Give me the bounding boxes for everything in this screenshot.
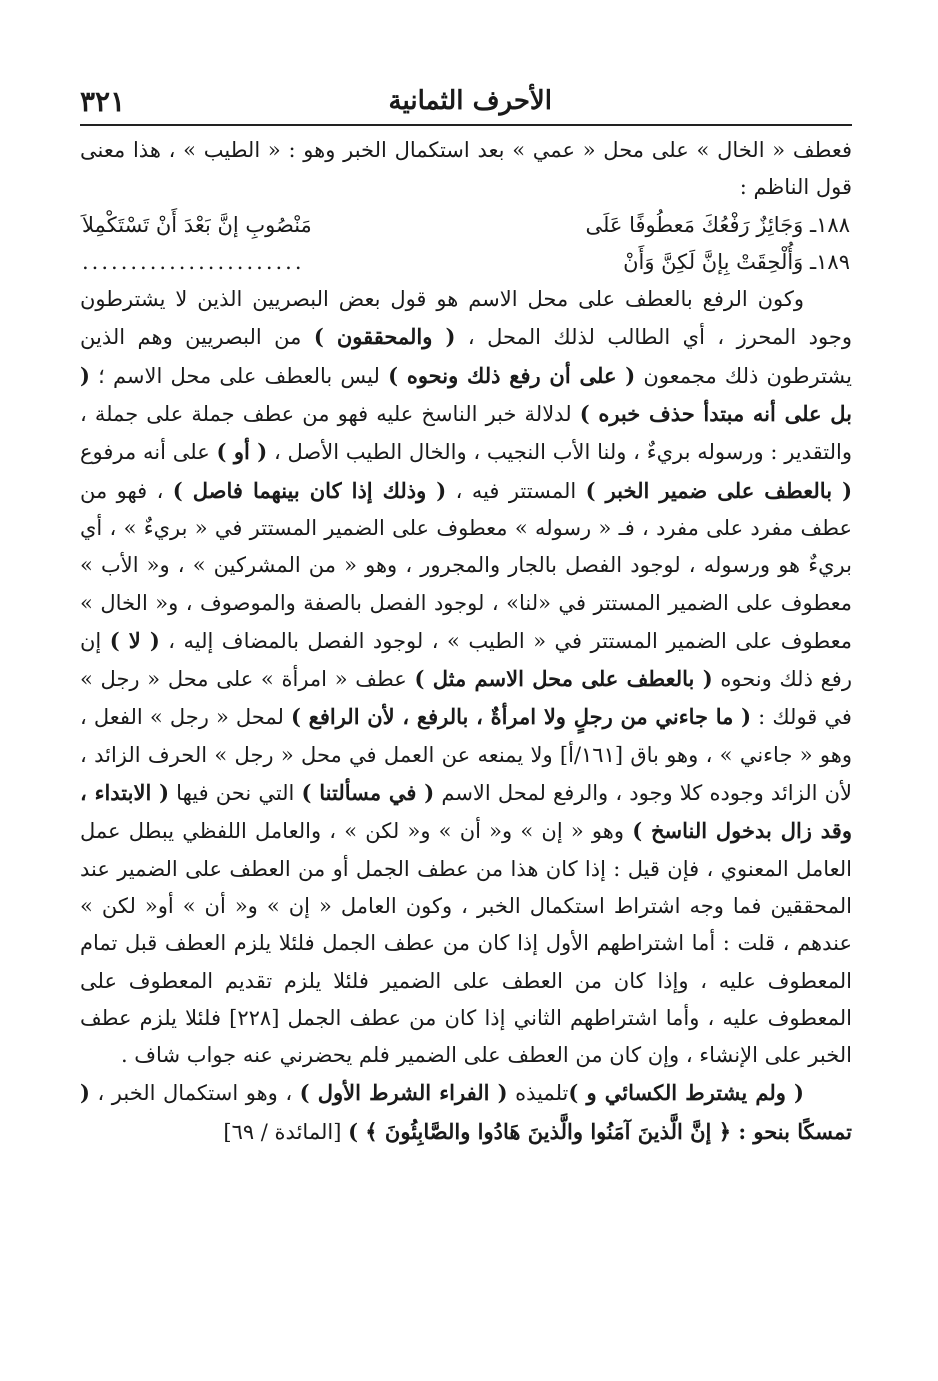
bold-run: ( على أن رفع ذلك ونحوه ) bbox=[388, 362, 636, 388]
text-run: على أنه مرفوع bbox=[80, 440, 217, 465]
page-body bbox=[80, 132, 852, 1151]
bold-run: ( وذلك إذا كان بينهما فاصل ) bbox=[172, 477, 447, 503]
running-title: الأحرف الثمانية bbox=[388, 86, 552, 116]
bold-run: ( بل على أنه مبتدأ حذف خبره ) bbox=[80, 362, 853, 427]
bold-run: ( بالعطف على محل الاسم مثل ) bbox=[414, 666, 713, 692]
text-run: عطف « امرأة » على محل « رجل » في قولك : bbox=[80, 667, 852, 730]
verse-189-ellipsis: ....................... bbox=[82, 249, 305, 274]
text-run: ، وهو استكمال الخبر ، bbox=[89, 1081, 300, 1106]
bold-run: ( ولم يشترط الكسائي و ) bbox=[568, 1080, 804, 1106]
text-run: إن رفع ذلك ونحوه bbox=[80, 628, 852, 692]
paragraph-2 bbox=[80, 281, 852, 1074]
quran-quote: ( تمسكًا بنحو : ﴿ إنَّ الَّذينَ آمَنُوا والَّذينَ هَادُوا والصَّابِئُونَ ﴾ ) bbox=[80, 1080, 852, 1144]
verse-188-first-hemistich: ١٨٨ـ وَجَائِزٌ رَفْعُكَ مَعطُوفًا عَلَى bbox=[585, 212, 850, 237]
text-run: لدلالة خبر الناسخ عليه فهو من عطف جملة على جملة ، والتقدير : ورسوله بريءٌ ، ولنا الأب النجيب ، والخال الطيب الأصل ، bbox=[80, 402, 853, 465]
text-run: وهو « إن » و« أن » و« لكن » ، والعامل اللفظي يبطل عمل العامل المعنوي ، فإن قيل : إذا كان هذا من عطف الجمل أو من العطف على الضمير عند المحققين فما وجه اشتراط استكمال الخبر ، وكون العامل « إن » و« أن » أو« لكن » عندهم ، قلت : أما اشتراطهم الأول إذا كان من عطف الجمل فلئلا يلزم العطف قبل تمام المعطوف عليه ، وإذا كان من العطف على الضمير فلئلا يلزم تقديم المعطوف على المعطوف عليه ، وأما اشتراطهم الثاني إذا كان من عطف الجمل [٢٢٨] فلئلا يلزم عطف الخبر على الإنشاء ، وإن كان من العطف على الضمير فلم يحضرني عنه جواب شاف . bbox=[80, 819, 852, 1068]
text-run: من البصريين وهم الذين يشترطون ذلك مجمعون bbox=[80, 325, 852, 388]
text-run: لمحل « رجل » الفعل ، وهو « جاءني » ، وهو باق [١٦١/أ] ولا يمنعه عن العمل في محل « رجل » الحرف الزائد ، لأن الزائد وجوده كلا وجود ، والرفع لمحل الاسم bbox=[80, 705, 852, 806]
bold-run: ( في مسألتنا ) bbox=[301, 780, 435, 806]
paragraph-3 bbox=[80, 1074, 852, 1151]
text-run: وكون الرفع بالعطف على محل الاسم هو قول بعض البصريين الذين لا يشترطون وجود المحرز ، أي الطالب لذلك المحل ، bbox=[80, 287, 852, 350]
verse-line-189 bbox=[80, 244, 852, 281]
verse-188-second-hemistich: مَنْصُوبِ إنَّ بَعْدَ أَنْ تَسْتَكْمِلاَ bbox=[82, 212, 312, 237]
text-run: المستتر فيه ، bbox=[446, 478, 586, 503]
quran-reference: [المائدة / ٦٩] bbox=[223, 1119, 349, 1144]
bold-run: ( الابتداء ، وقد زال بدخول الناسخ ) bbox=[80, 780, 852, 844]
bold-run: ( لا ) bbox=[109, 627, 160, 653]
text-run: ، فهو من عطف مفرد على مفرد ، فـ « رسوله » معطوف على الضمير المستتر في « بريءٌ » ، أي بريءٌ هو ورسوله ، لوجود الفصل بالجار والمجرور ، وهو « من المشركين » ، و« الأب » معطوف على الضمير المستتر في «لنا» ، لوجود الفصل بالصفة والموصوف ، و« الخال » معطوف على الضمير المستتر في « الطيب » ، لوجود الفصل بالمضاف إليه ، bbox=[80, 478, 853, 653]
page-number: ٣٢١ bbox=[80, 84, 126, 118]
bold-run: ( بالعطف على ضمير الخبر ) bbox=[585, 477, 853, 503]
page-header bbox=[80, 78, 852, 126]
verse-line-188 bbox=[80, 207, 852, 244]
verse-189-first-hemistich: ١٨٩ـ وَأُلْحِقَتْ بِإنَّ لَكِنَّ وَأَنْ bbox=[623, 249, 850, 274]
bold-run: ( ما جاءني من رجلٍ ولا امرأةٌ ، بالرفع ، لأن الرافع ) bbox=[290, 704, 752, 730]
text-run: تلميذه bbox=[507, 1081, 569, 1106]
text-run: التي نحن فيها bbox=[169, 781, 302, 806]
bold-run: ( والمحققون ) bbox=[313, 324, 456, 350]
bold-run: ( أو ) bbox=[216, 439, 268, 465]
paragraph-1: فعطف « الخال » على محل « عمي » بعد استكمال الخبر وهو : « الطيب » ، هذا معنى قول الناظم : bbox=[80, 138, 852, 200]
bold-run: ( الفراء الشرط الأول ) bbox=[299, 1080, 508, 1106]
text-run: ليس بالعطف على محل الاسم ؛ bbox=[89, 363, 389, 388]
